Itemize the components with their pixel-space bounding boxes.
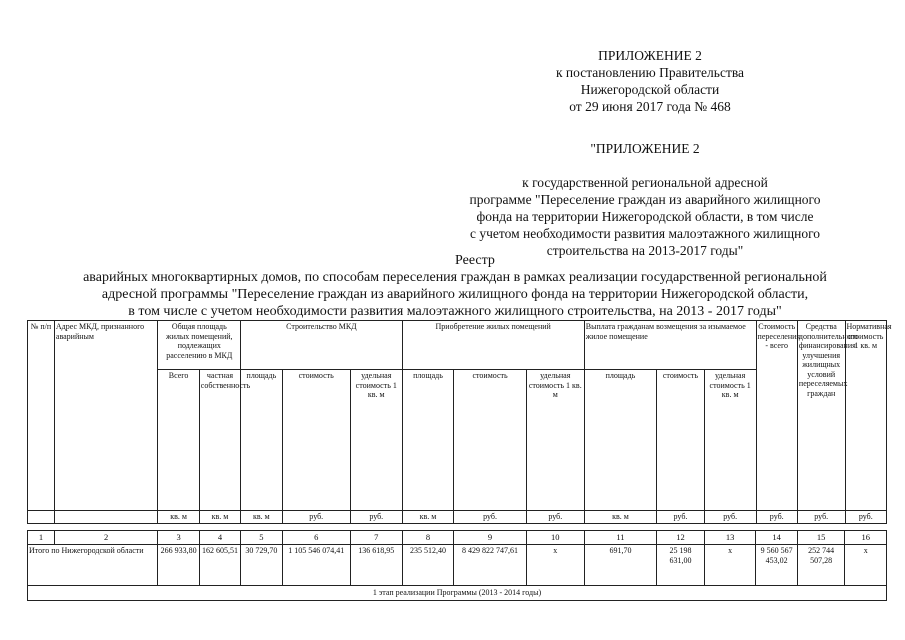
column-number: 7 [350, 531, 402, 545]
units-row [28, 511, 887, 524]
total-label: Итого по Нижегородской области [28, 545, 158, 586]
header-purchase: Приобретение жилых помещений [402, 321, 584, 370]
total-value: x [845, 545, 887, 586]
column-number: 10 [526, 531, 584, 545]
total-value: x [704, 545, 756, 586]
sub-private: частная собственность [199, 370, 240, 511]
unit-cell: руб. [350, 511, 402, 524]
column-number: 1 [28, 531, 55, 545]
column-number: 12 [657, 531, 705, 545]
unit-cell: руб. [845, 511, 886, 524]
header-cost-total: Стоимость переселения - всего [756, 321, 797, 511]
unit-cell: руб. [657, 511, 705, 524]
total-value: 30 729,70 [241, 545, 282, 586]
unit-cell: руб. [454, 511, 526, 524]
registry-line: в том числе с учетом необходимости развития малоэтажного жилищного строительства, на 2013 - 2017 годы" [128, 304, 782, 319]
total-value: 8 429 822 747,61 [454, 545, 526, 586]
column-numbers-row [28, 531, 887, 545]
header-num: № п/п [28, 321, 55, 511]
unit-cell: кв. м [158, 511, 199, 524]
column-number: 6 [282, 531, 350, 545]
registry-table-header [27, 320, 892, 524]
annex-title: ПРИЛОЖЕНИЕ 2 [598, 48, 702, 63]
total-value: 25 198 631,00 [657, 545, 705, 586]
total-value: 136 618,95 [350, 545, 402, 586]
column-number: 16 [845, 531, 887, 545]
program-annex-header [425, 140, 865, 259]
header-area-total: Общая площадь жилых помещений, подлежащих расселению в МКД [158, 321, 241, 370]
column-number: 2 [54, 531, 157, 545]
stage-row [28, 586, 887, 601]
unit-cell: руб. [797, 511, 845, 524]
column-number: 13 [704, 531, 756, 545]
program-annex-line: фонда на территории Нижегородской области, в том числе [476, 209, 814, 224]
unit-cell: кв. м [402, 511, 454, 524]
total-value: 252 744 507,28 [797, 545, 845, 586]
unit-cell: руб. [282, 511, 350, 524]
stage-label: 1 этап реализации Программы (2013 - 2014 годы) [28, 586, 887, 601]
column-number: 11 [584, 531, 656, 545]
total-value: 235 512,40 [402, 545, 454, 586]
registry-title-block [20, 252, 890, 320]
registry-line: аварийных многоквартирных домов, по способам переселения граждан в рамках реализации государственной региональной [83, 270, 827, 285]
total-value: 9 560 567 453,02 [756, 545, 797, 586]
column-number: 14 [756, 531, 797, 545]
sub-payment-unit: удельная стоимость 1 кв. м [704, 370, 756, 511]
registry-title: Реестр [455, 253, 495, 268]
sub-purchase-cost: стоимость [454, 370, 526, 511]
sub-construction-area: площадь [241, 370, 282, 511]
annex-line: к постановлению Правительства [555, 65, 745, 80]
header-norm: Нормативная стоимость 1 кв. м [845, 321, 886, 511]
unit-cell: кв. м [584, 511, 656, 524]
sub-construction-cost: стоимость [282, 370, 350, 511]
total-value: 1 105 546 074,41 [282, 545, 350, 586]
annex-line: Нижегородской области [580, 82, 720, 97]
total-value: 691,70 [584, 545, 656, 586]
registry-table-body [27, 530, 887, 601]
column-number: 5 [241, 531, 282, 545]
header-construction: Строительство МКД [241, 321, 402, 370]
unit-cell: кв. м [199, 511, 240, 524]
unit-cell: руб. [756, 511, 797, 524]
program-annex-title: "ПРИЛОЖЕНИЕ 2 [590, 141, 700, 156]
column-number: 4 [199, 531, 240, 545]
unit-cell: руб. [704, 511, 756, 524]
column-number: 3 [158, 531, 199, 545]
unit-cell: кв. м [241, 511, 282, 524]
total-value: x [526, 545, 584, 586]
sub-all: Всего [158, 370, 199, 511]
sub-construction-unit: удельная стоимость 1 кв. м [350, 370, 402, 511]
program-annex-line: программе "Переселение граждан из аварийного жилищного [469, 192, 821, 207]
annex-line: от 29 июня 2017 года № 468 [569, 99, 731, 114]
column-number: 8 [402, 531, 454, 545]
program-annex-line: строительства на 2013-2017 годы" [546, 243, 744, 258]
annex-header [500, 47, 800, 115]
total-value: 266 933,80 [158, 545, 199, 586]
header-funds: Средства дополнительного финансирования улучшения жилищных условий переселяемых граждан [797, 321, 845, 511]
total-row [28, 545, 887, 586]
registry-line: адресной программы "Переселение граждан из аварийного жилищного фонда на территории Нижегородской области, [101, 287, 809, 302]
program-annex-line: к государственной региональной адресной [522, 175, 768, 190]
program-annex-line: с учетом необходимости развития малоэтажного жилищного [469, 226, 821, 241]
sub-purchase-unit: удельная стоимость 1 кв. м [526, 370, 584, 511]
unit-cell: руб. [526, 511, 584, 524]
header-payment: Выплата гражданам возмещения за изымаемое жилое помещение [584, 321, 756, 370]
sub-payment-cost: стоимость [657, 370, 705, 511]
total-value: 162 605,51 [199, 545, 240, 586]
sub-payment-area: площадь [584, 370, 656, 511]
column-number: 9 [454, 531, 526, 545]
column-number: 15 [797, 531, 845, 545]
sub-purchase-area: площадь [402, 370, 454, 511]
header-address: Адрес МКД, признанного аварийным [54, 321, 157, 511]
